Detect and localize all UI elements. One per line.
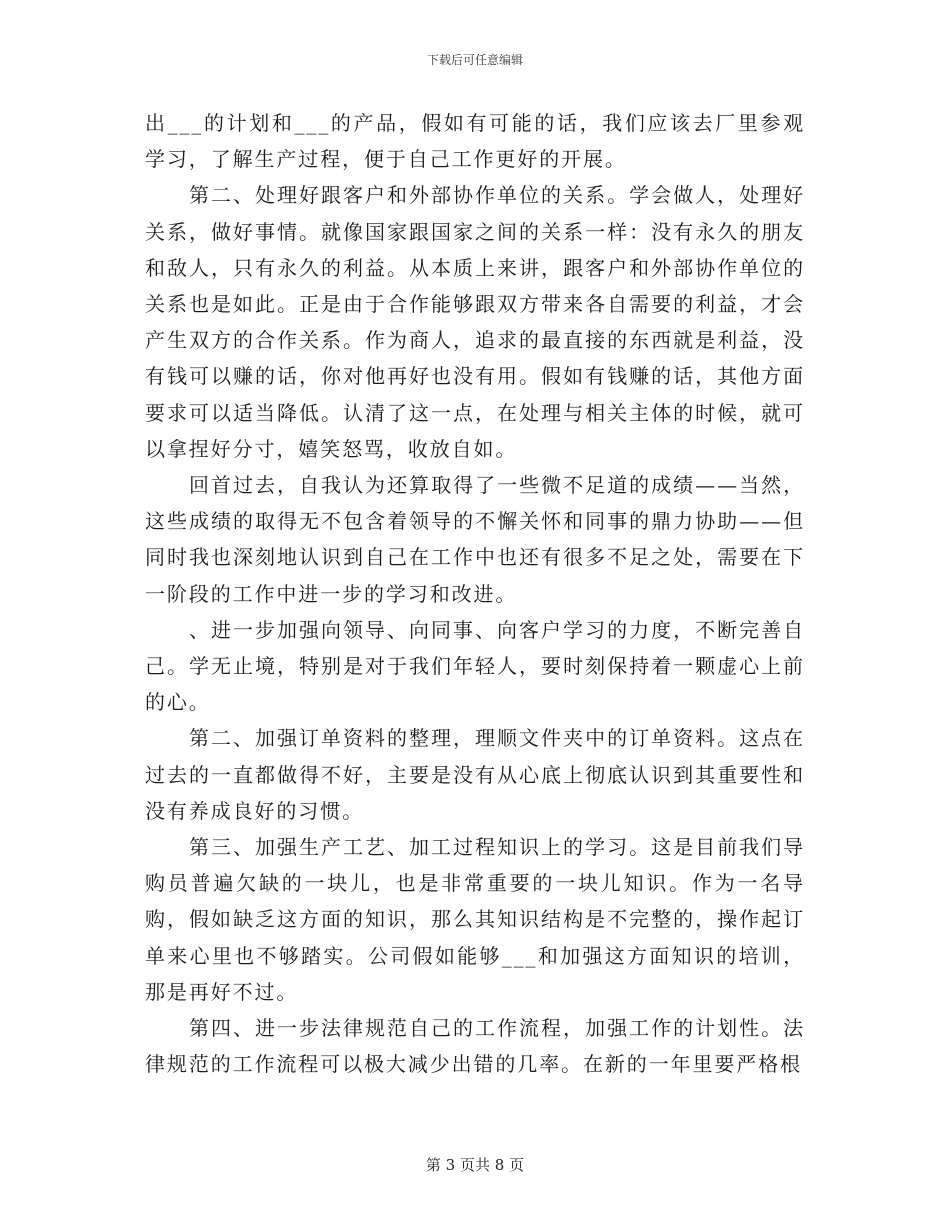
paragraph-6: 第三、加强生产工艺、加工过程知识上的学习。这是目前我们导购员普遍欠缺的一块儿，也是非常重要的一块儿知识。作为一名导购，假如缺乏这方面的知识，那么其知识结构是不完整的，操作起订单来心里也不够踏实。公司假如能够___和加强这方面知识的培训，那是再好不过。 (145, 835, 805, 1004)
page-header: 下载后可任意编辑 (426, 53, 523, 67)
paragraph-2: 第二、处理好跟客户和外部协作单位的关系。学会做人，处理好关系，做好事情。就像国家跟国家之间的关系一样：没有永久的朋友和敌人，只有永久的利益。从本质上来讲，跟客户和外部协作单位的关系也是如此。正是由于合作能够跟双方带来各自需要的利益，才会产生双方的合作关系。作为商人，追求的最直接的东西就是利益，没有钱可以赚的话，你对他再好也没有用。假如有钱赚的话，其他方面要求可以适当降低。认清了这一点，在处理与相关主体的时候，就可以拿捏好分寸，嬉笑怒骂，收放自如。 (145, 183, 805, 461)
paragraph-7: 第四、进一步法律规范自己的工作流程，加强工作的计划性。法律规范的工作流程可以极大减少出错的几率。在新的一年里要严格根 (145, 1016, 805, 1077)
paragraph-4: 、进一步加强向领导、向同事、向客户学习的力度，不断完善自己。学无止境，特别是对于我们年轻人，要时刻保持着一颗虚心上前的心。 (145, 617, 805, 715)
document-body (145, 105, 805, 1082)
paragraph-3: 回首过去，自我认为还算取得了一些微不足道的成绩——当然，这些成绩的取得无不包含着领导的不懈关怀和同事的鼎力协助——但同时我也深刻地认识到自己在工作中也还有很多不足之处，需要在下一阶段的工作中进一步的学习和改进。 (145, 473, 805, 606)
page-footer: 第 3 页共 8 页 (425, 1156, 525, 1174)
paragraph-5: 第二、加强订单资料的整理，理顺文件夹中的订单资料。这点在过去的一直都做得不好，主要是没有从心底上彻底认识到其重要性和没有养成良好的习惯。 (145, 726, 805, 823)
paragraph-1: 出___的计划和___的产品，假如有可能的话，我们应该去厂里参观学习，了解生产过程，便于自己工作更好的开展。 (145, 111, 805, 172)
